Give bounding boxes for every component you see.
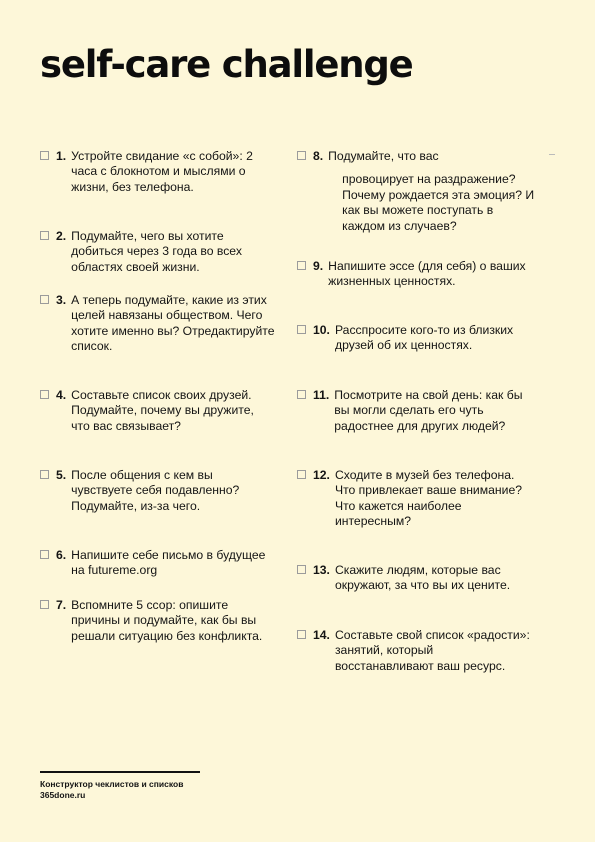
item-text: Скажите людям, которые вас окружают, за что вы их цените. bbox=[334, 563, 511, 593]
checklist-item-11 bbox=[297, 388, 535, 434]
item-text bbox=[328, 149, 535, 234]
checkbox[interactable] bbox=[297, 325, 306, 334]
checkbox[interactable] bbox=[297, 565, 306, 574]
item-number: 4. bbox=[56, 388, 67, 402]
item-number: 7. bbox=[56, 598, 67, 612]
item-number: 14. bbox=[313, 628, 330, 642]
item-text: Устройте свидание «с собой»: 2 часа с блокнотом и мыслями о жизни, без телефона. bbox=[71, 149, 253, 194]
item-number: 2. bbox=[56, 229, 67, 243]
checklist-item-6 bbox=[40, 548, 275, 579]
checkbox[interactable] bbox=[297, 151, 306, 160]
checklist-item-13 bbox=[297, 563, 535, 594]
item-text-first-line: Подумайте, что вас bbox=[328, 149, 439, 163]
item-text: Сходите в музей без телефона. Что привлекает ваше внимание? Что кажется наиболее интересным? bbox=[334, 468, 522, 529]
checklist-item-2 bbox=[40, 229, 275, 275]
checkbox[interactable] bbox=[40, 390, 49, 399]
checklist-item-8 bbox=[297, 149, 535, 234]
checklist-item-14 bbox=[297, 628, 535, 674]
item-number: 10. bbox=[313, 323, 330, 337]
item-number: 5. bbox=[56, 468, 67, 482]
checkbox[interactable] bbox=[40, 550, 49, 559]
footer-divider bbox=[40, 771, 200, 773]
checkbox[interactable] bbox=[297, 261, 306, 270]
checkbox[interactable] bbox=[40, 600, 49, 609]
checkbox[interactable] bbox=[297, 470, 306, 479]
checkbox[interactable] bbox=[40, 151, 49, 160]
checklist-item-10 bbox=[297, 323, 535, 354]
checklist-item-4 bbox=[40, 388, 275, 434]
checklist-item-9 bbox=[297, 259, 535, 290]
checkbox[interactable] bbox=[40, 470, 49, 479]
item-number: 6. bbox=[56, 548, 67, 562]
checklist-item-7 bbox=[40, 598, 275, 644]
checkbox[interactable] bbox=[297, 390, 306, 399]
item-number: 9. bbox=[313, 259, 324, 273]
footer-caption: Конструктор чеклистов и списков bbox=[40, 779, 184, 789]
item-text: Составьте свой список «радости»: занятий, который восстанавливают ваш ресурс. bbox=[334, 628, 530, 673]
item-number: 1. bbox=[56, 149, 67, 163]
margin-tick bbox=[549, 154, 555, 155]
item-text: Напишите себе письмо в будущее на futureme.org bbox=[71, 548, 266, 578]
item-text: Расспросите кого-то из близких друзей об их ценностях. bbox=[334, 323, 514, 353]
item-text: Вспомните 5 ссор: опишите причины и подумайте, как бы вы решали ситуацию без конфликта. bbox=[71, 598, 263, 643]
item-number: 13. bbox=[313, 563, 330, 577]
item-text: А теперь подумайте, какие из этих целей навязаны обществом. Чего хотите именно вы? Отредактируйте список. bbox=[71, 293, 275, 354]
item-number: 8. bbox=[313, 149, 324, 163]
item-text: Посмотрите на свой день: как бы вы могли сделать его чуть радостнее для других людей? bbox=[334, 388, 523, 433]
item-text: Подумайте, чего вы хотите добиться через 3 года во всех областях своей жизни. bbox=[71, 229, 242, 274]
item-number: 11. bbox=[313, 388, 330, 402]
checklist-item-5 bbox=[40, 468, 275, 514]
item-text: Напишите эссе (для себя) о ваших жизненных ценностях. bbox=[328, 259, 526, 289]
item-text: После общения с кем вы чувствуете себя подавленно? Подумайте, из-за чего. bbox=[71, 468, 240, 513]
page-title: self-care challenge bbox=[40, 43, 413, 86]
item-number: 3. bbox=[56, 293, 67, 307]
item-text-continued: провоцирует на раздражение? Почему рождается эта эмоция? И как вы можете поступать в каждом из случаев? bbox=[342, 172, 535, 233]
item-number: 12. bbox=[313, 468, 330, 482]
checkbox[interactable] bbox=[40, 295, 49, 304]
checklist-item-12 bbox=[297, 468, 535, 530]
checklist-item-1 bbox=[40, 149, 275, 195]
footer-site-link[interactable]: 365done.ru bbox=[40, 790, 86, 800]
checkbox[interactable] bbox=[297, 630, 306, 639]
item-text: Составьте список своих друзей. Подумайте, почему вы дружите, что вас связывает? bbox=[71, 388, 254, 433]
checklist-item-3 bbox=[40, 293, 275, 355]
checkbox[interactable] bbox=[40, 231, 49, 240]
